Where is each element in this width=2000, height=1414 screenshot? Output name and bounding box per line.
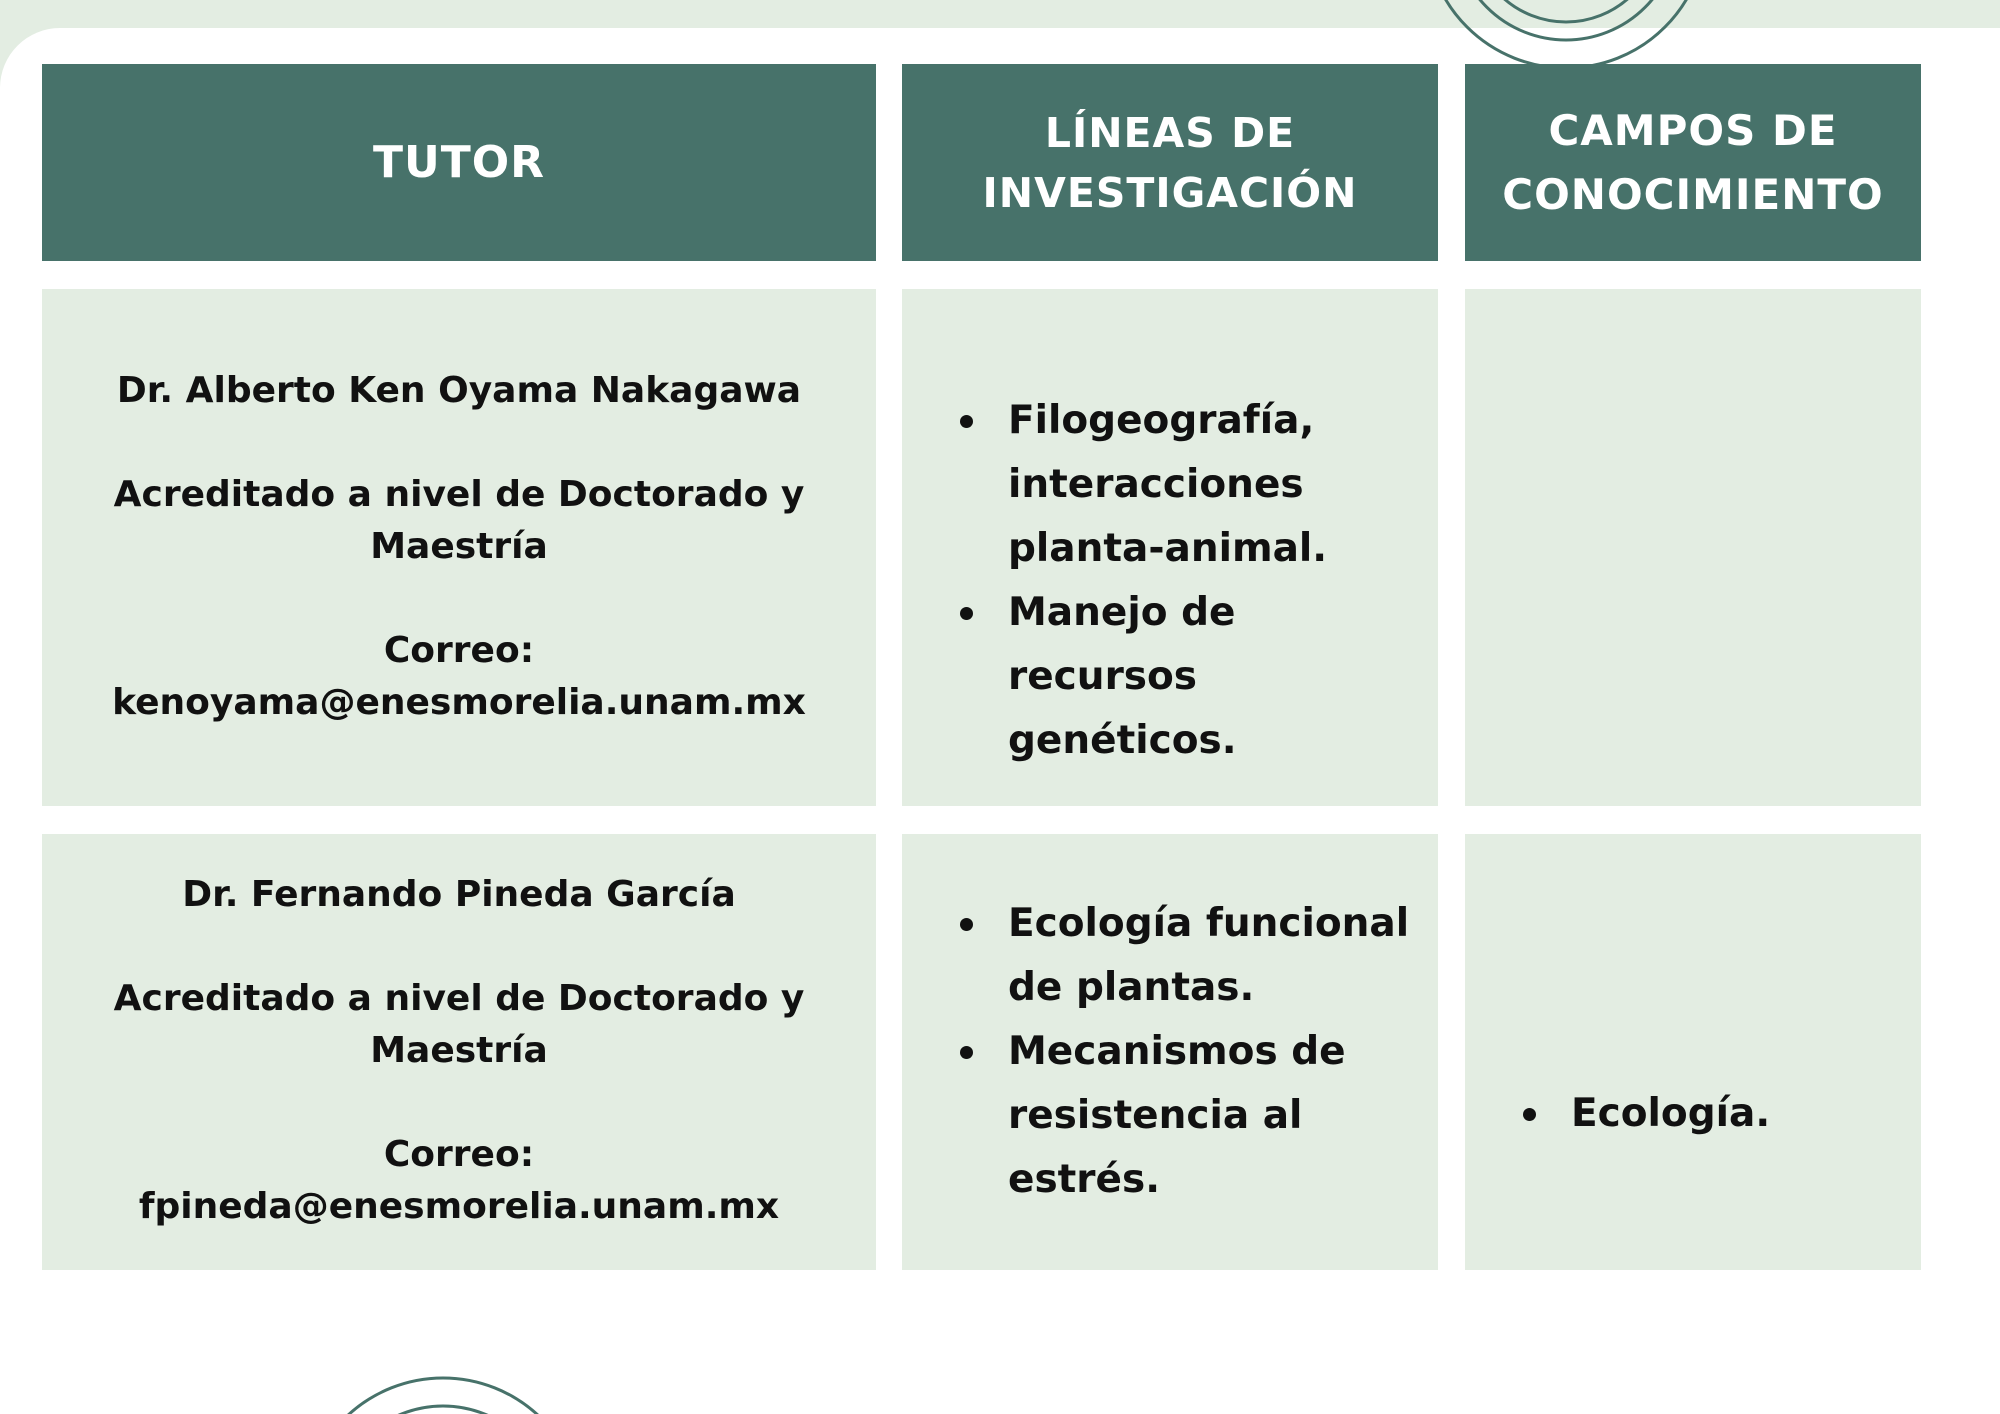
list-item: Mecanismos de resistencia al estrés. [950,1020,1418,1212]
header-lineas-label: LÍNEAS DE INVESTIGACIÓN [982,108,1358,217]
tutor-name: Dr. Fernando Pineda García [182,874,736,915]
ring-middle [1454,0,1678,40]
list-item: Filogeografía, interacciones planta-animal. [950,389,1418,581]
list-item: Manejo de recursos genéticos. [950,581,1418,773]
row-2-campos-cell [1465,834,1921,1270]
header-campos-label: CAMPOS DE CONOCIMIENTO [1502,105,1884,219]
row-2-lineas-list [950,892,1418,1212]
row-2-tutor-cell [42,834,876,1270]
ring-middle [331,1406,555,1414]
header-tutor [42,64,876,261]
tutor-email-label: Correo: [383,630,535,671]
row-1-campos-cell [1465,289,1921,806]
ring-outer [303,1378,583,1414]
row-1-lineas-list [950,389,1418,773]
header-tutor-label: TUTOR [372,136,546,188]
tutor-email[interactable]: fpineda@enesmorelia.unam.mx [138,1186,780,1227]
tutor-email-label: Correo: [383,1134,535,1175]
decorative-rings-bottom [280,1340,620,1414]
row-2-campos-list [1513,1082,1901,1146]
row-2-lineas-cell [902,834,1438,1270]
ring-outer [1426,0,1706,68]
tutor-accreditation: Acreditado a nivel de Doctorado y Maestría [113,474,805,567]
list-item: Ecología funcional de plantas. [950,892,1418,1020]
header-campos [1465,64,1921,261]
tutor-name: Dr. Alberto Ken Oyama Nakagawa [116,370,802,411]
list-item: Ecología. [1513,1082,1901,1146]
row-1-tutor-cell [42,289,876,806]
tutor-email[interactable]: kenoyama@enesmorelia.unam.mx [112,682,806,723]
tutor-accreditation: Acreditado a nivel de Doctorado y Maestría [113,978,805,1071]
header-lineas [902,64,1438,261]
row-1-lineas-cell [902,289,1438,806]
